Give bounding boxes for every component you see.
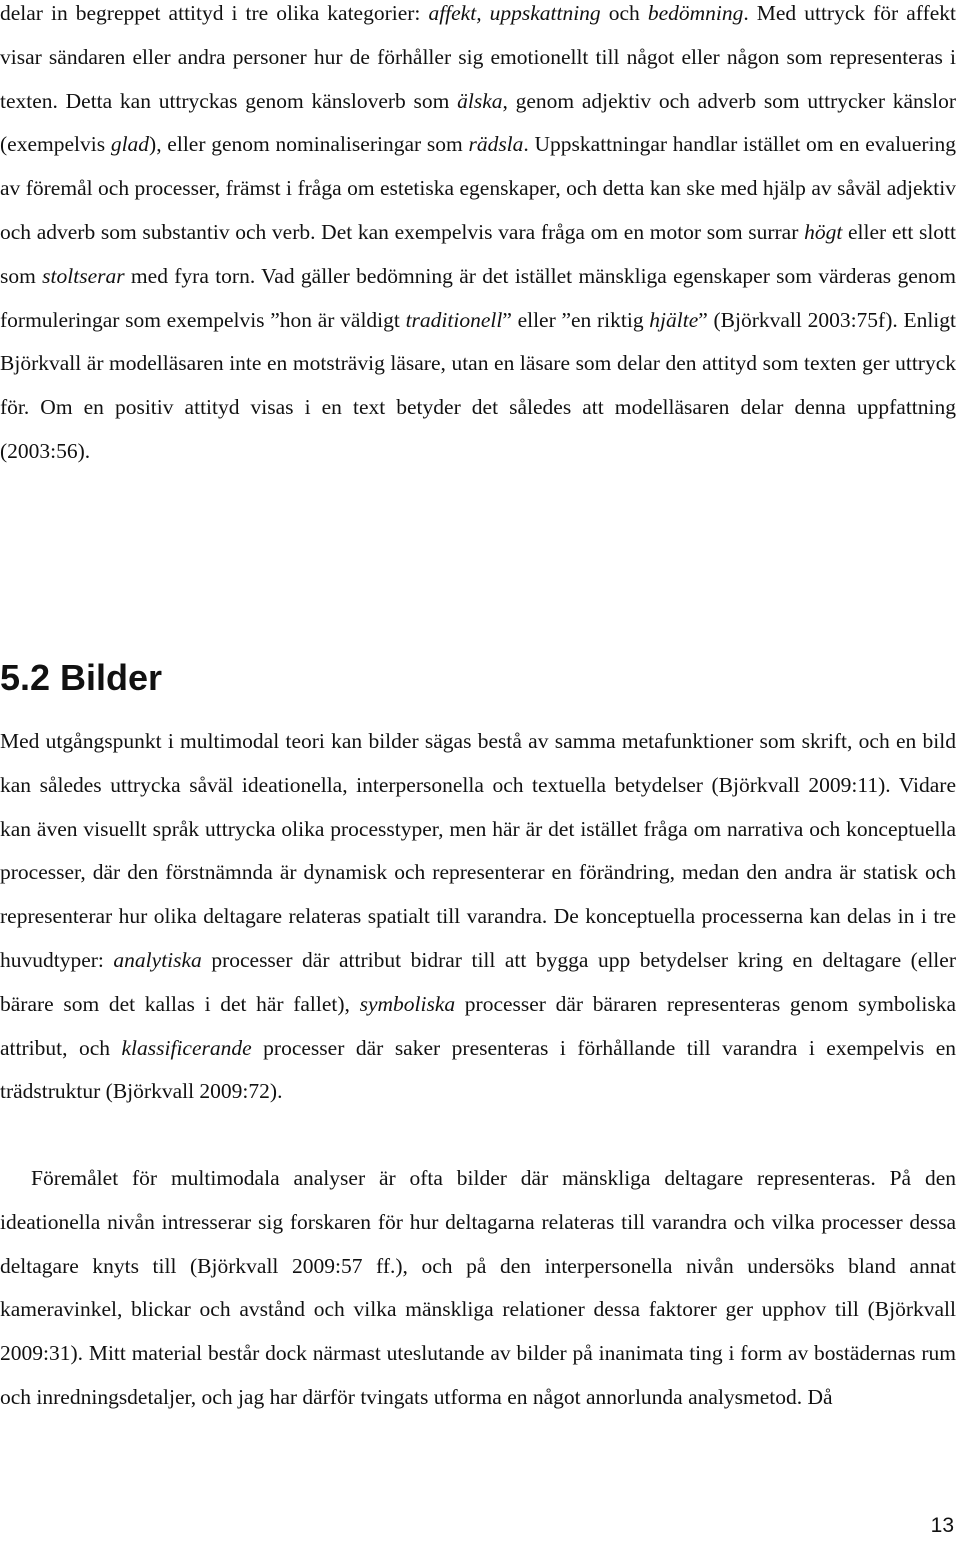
text-run: Med utgångspunkt i multimodal teori kan bilder sägas bestå av samma metafunktioner som skrift, och en bild kan således uttrycka såväl ideationella, interpersonella och textuella betydelser (Björkvall 2009:11). Vidare kan även visuellt språk uttrycka olika processtyper, men här är det istället fråga om narrativa och konceptuella processer, där den förstnämnda är dynamisk och representerar en förändring, medan den andra är statisk och representerar hur olika deltagare relateras spatialt till varandra. De konceptuella processerna kan delas in i tre huvudtyper: <box>0 729 956 972</box>
italic-term: glad <box>110 132 150 157</box>
italic-term: hjälte <box>649 307 699 332</box>
text-run: ” (Björkvall 2003:75f). Enligt Björkvall är modelläsaren inte en motsträvig läsare, utan en läsare som delar den attityd som texten ger uttryck för. Om en positiv attityd visas i en text betyder det således att modelläsaren delar denna uppfattning (2003:56). <box>0 307 957 463</box>
paragraph-foremalet <box>0 1157 956 1420</box>
text-run: ” eller ”en riktig <box>502 307 650 332</box>
text-run: processer där attribut bidrar till att bygga upp betydelser kring en deltagare (eller bärare som det kallas i det här fallet), <box>0 947 956 1016</box>
text-run: ), eller genom nominaliseringar som <box>149 132 469 157</box>
italic-term: klassificerande <box>121 1035 252 1060</box>
paragraph-bilder <box>0 720 956 1114</box>
italic-term: älska <box>457 88 503 113</box>
italic-term: symboliska <box>359 991 456 1016</box>
text-run: med fyra torn. Vad gäller bedömning är det istället mänskliga egenskaper som värderas genom formuleringar som exempelvis ”hon är väldigt <box>0 263 956 332</box>
italic-term: bedömning <box>647 1 744 25</box>
italic-term: traditionell <box>405 307 503 332</box>
paragraph-attityd <box>0 0 956 474</box>
text-run: , genom adjektiv och adverb som uttrycker känslor (exempelvis <box>0 88 957 157</box>
text-run: processer där saker presenteras i förhållande till varandra i exempelvis en trädstruktur (Björkvall 2009:72). <box>0 1035 956 1104</box>
text-run: processer där bäraren representeras genom symboliska attribut, och <box>0 991 956 1060</box>
text-run: delar in begreppet attityd i tre olika kategorier: <box>0 1 429 25</box>
italic-term: analytiska <box>113 947 202 972</box>
section-heading: 5.2 Bilder <box>0 657 163 698</box>
italic-term: affekt, uppskattning <box>428 1 601 25</box>
text-run: eller ett slott som <box>0 219 957 288</box>
text-run: och <box>600 1 648 25</box>
italic-term: stoltserar <box>42 263 125 288</box>
italic-term: rädsla <box>468 132 524 157</box>
page-number: 13 <box>930 1514 954 1537</box>
text-run: Föremålet för multimodala analyser är ofta bilder där mänskliga deltagare representeras. På den ideationella nivån intresserar sig forskaren för hur deltagarna relateras till varandra och vilka processer dessa deltagare knyts till (Björkvall 2009:57 ff.), och på den interpersonella nivån undersöks bland annat kameravinkel, blickar och avstånd och vilka mänskliga relationer dessa faktorer ger upphov till (Björkvall 2009:31). Mitt material består dock närmast uteslutande av bilder på inanimata ting i form av bostädernas rum och inredningsdetaljer, och jag har därför tvingats utforma en något annorlunda analysmetod. Då <box>0 1166 956 1409</box>
text-run: . Uppskattningar handlar istället om en evaluering av föremål och processer, främst i fråga om estetiska egenskaper, och detta kan ske med hjälp av såväl adjektiv och adverb som substantiv och verb. Det kan exempelvis vara fråga om en motor som surrar <box>0 132 957 244</box>
italic-term: högt <box>804 219 843 244</box>
text-run: . Med uttryck för affekt visar sändaren eller andra personer hur de förhåller sig emotionellt till något eller någon som representeras i texten. Detta kan uttryckas genom känsloverb som <box>0 1 956 113</box>
